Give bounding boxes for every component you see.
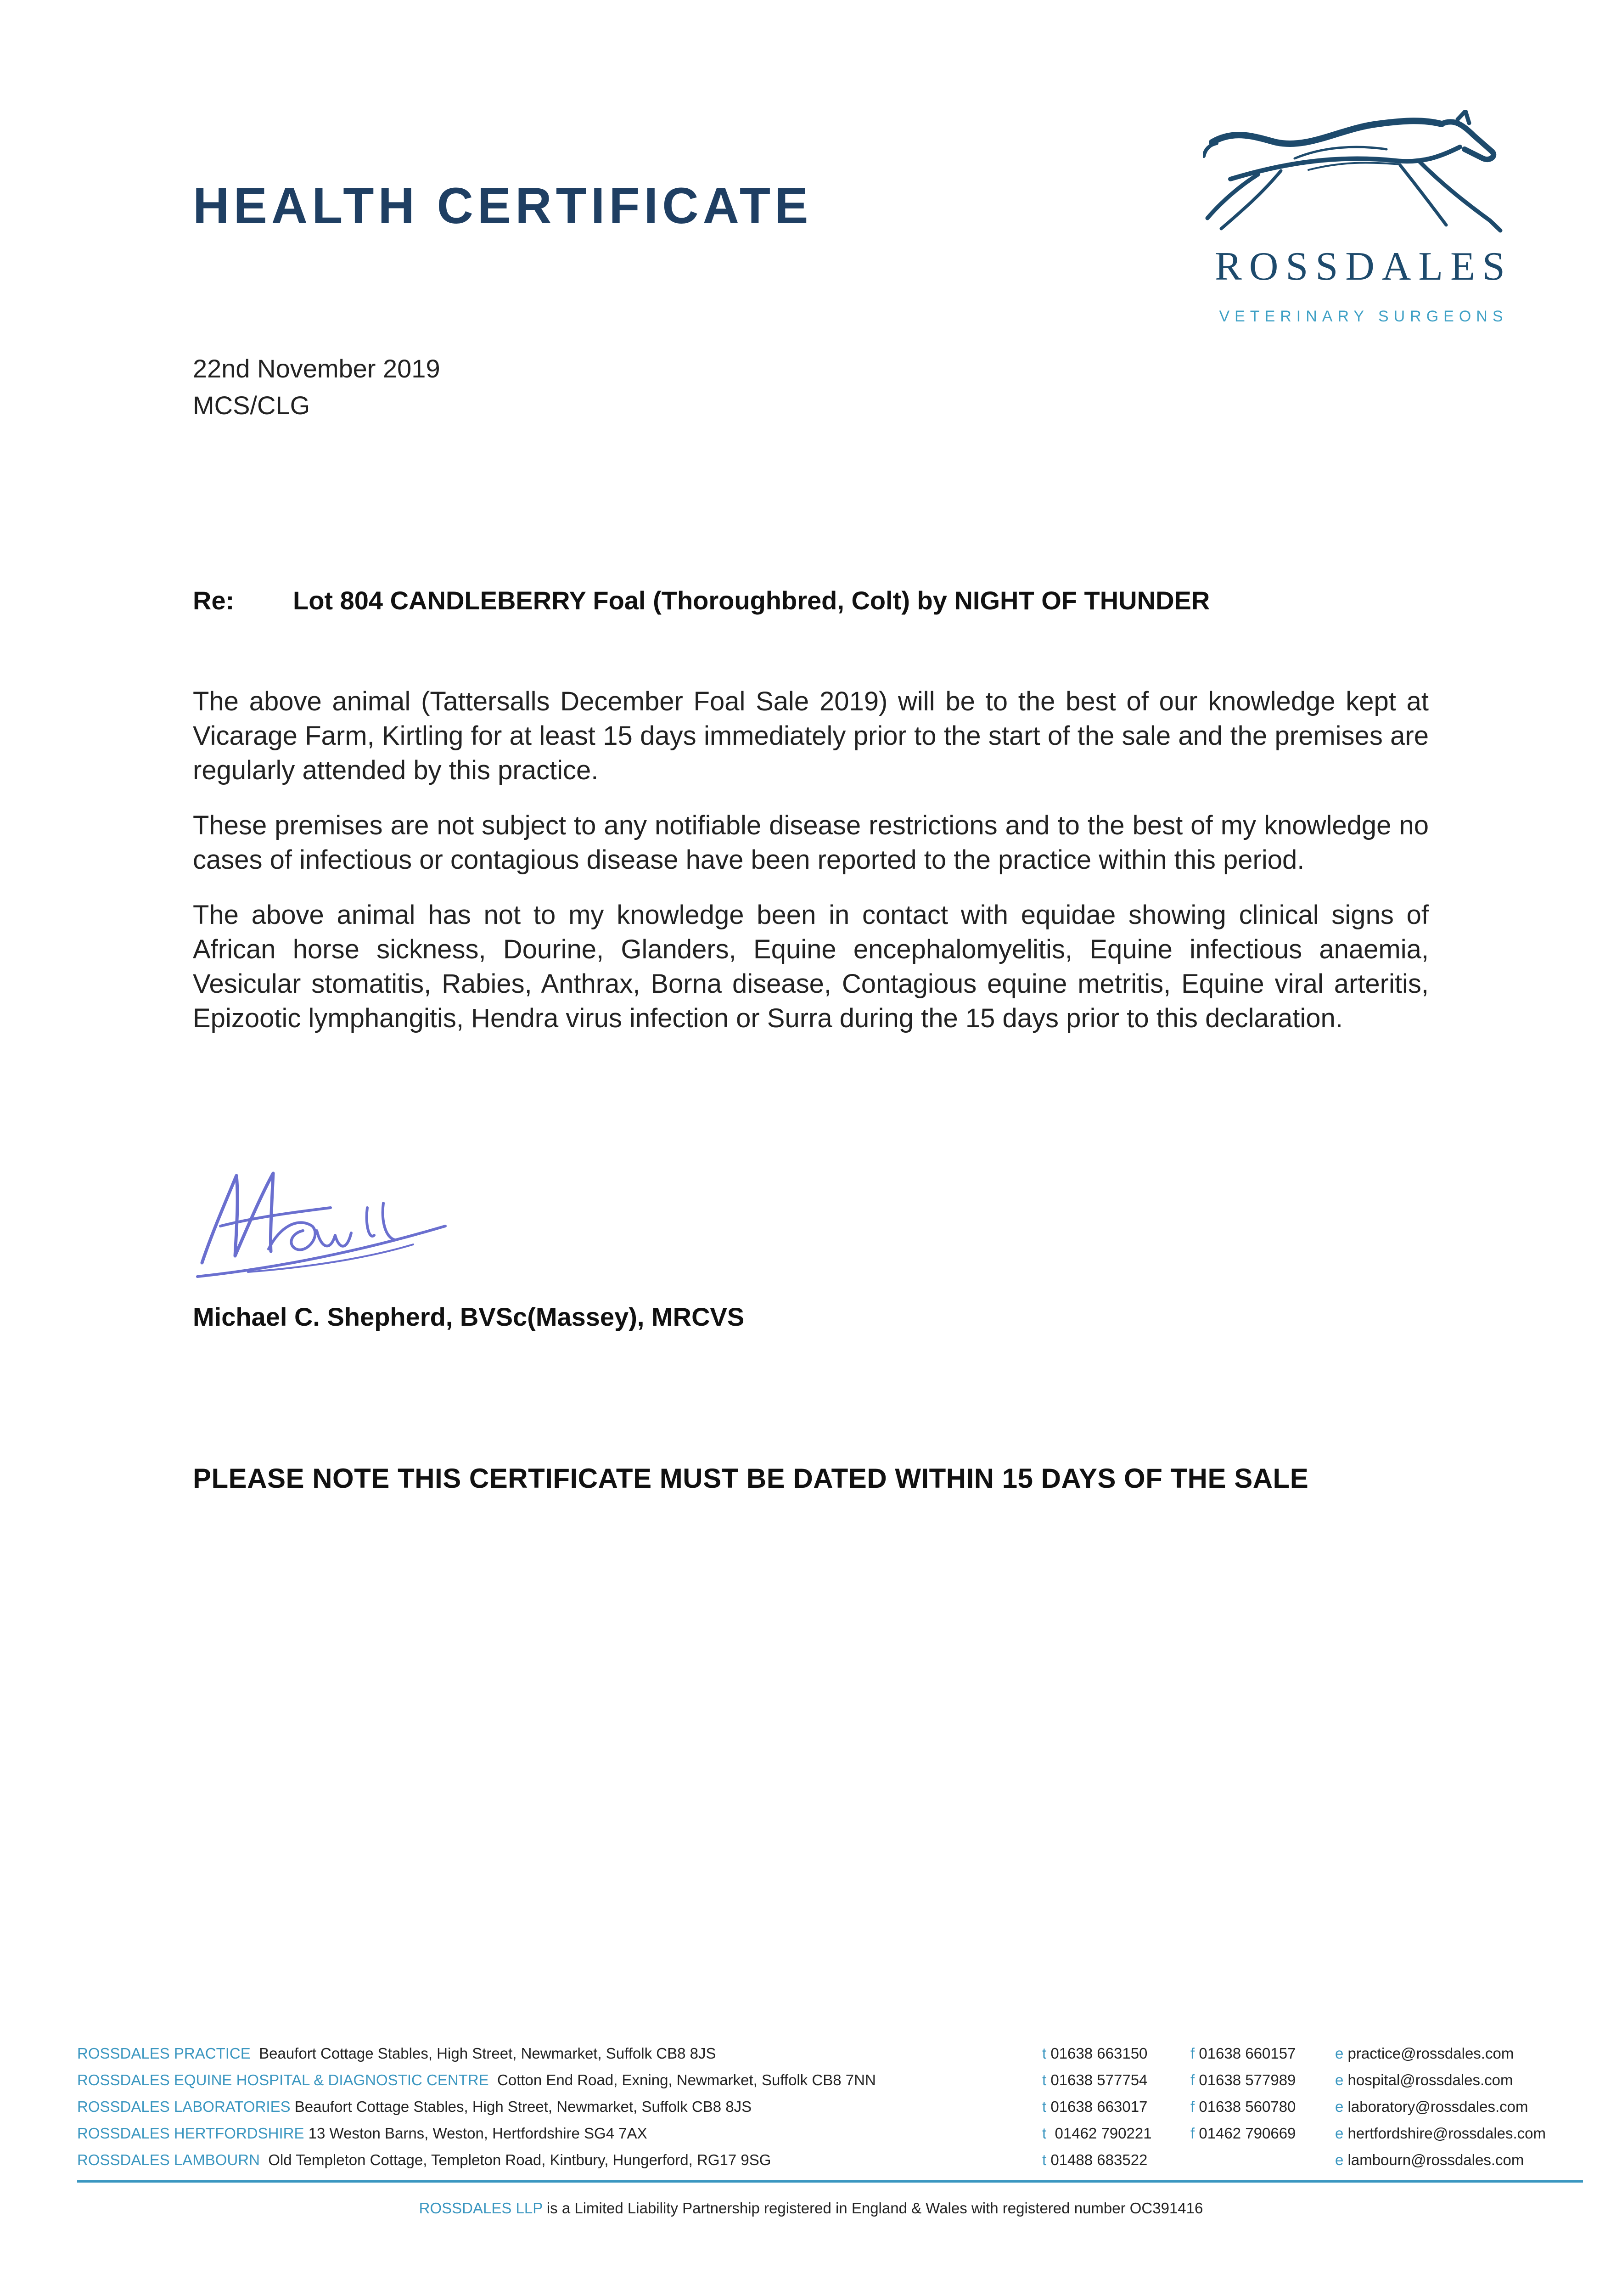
footer-contacts <box>77 2045 1583 2178</box>
logo-subtitle: VETERINARY SURGEONS <box>1219 308 1508 325</box>
handwritten-signature <box>193 1157 450 1290</box>
certificate-date: 22nd November 2019 <box>193 354 440 383</box>
fax-number: 01638 577989 <box>1199 2071 1296 2088</box>
location-name: ROSSDALES LAMBOURN <box>77 2151 260 2168</box>
email-address: hertfordshire@rossdales.com <box>1347 2125 1546 2142</box>
phone-number: 01462 790221 <box>1055 2125 1152 2142</box>
fax-label: f <box>1190 2045 1195 2062</box>
fax-label: f <box>1190 2098 1195 2115</box>
subject-line: Lot 804 CANDLEBERRY Foal (Thoroughbred, Colt) by NIGHT OF THUNDER <box>293 586 1210 615</box>
phone-number: 01638 663017 <box>1050 2098 1148 2115</box>
subject-label: Re: <box>193 586 235 615</box>
email-label: e <box>1335 2045 1344 2062</box>
fax-label: f <box>1190 2071 1195 2088</box>
body-paragraph: These premises are not subject to any notifiable disease restrictions and to the best of my knowledge no cases of infectious or contagious disease have been reported to the practice within this period. <box>193 810 1429 875</box>
footer-divider <box>77 2180 1583 2183</box>
footer-row-practice <box>77 2045 1583 2071</box>
body-paragraph: The above animal (Tattersalls December Foal Sale 2019) will be to the best of our knowledge kept at Vicarage Farm, Kirtling for at least 15 days immediately prior to the start of the sale and the premises are regularly attended by this practice. <box>193 687 1429 785</box>
reference-code: MCS/CLG <box>193 391 310 420</box>
phone-label: t <box>1042 2045 1047 2062</box>
email-label: e <box>1335 2151 1344 2168</box>
location-address: 13 Weston Barns, Weston, Hertfordshire SG4 7AX <box>308 2125 647 2142</box>
footer-row-hertfordshire <box>77 2125 1583 2151</box>
location-name: ROSSDALES LABORATORIES <box>77 2098 291 2115</box>
location-name: ROSSDALES PRACTICE <box>77 2045 251 2062</box>
registration-notice <box>0 2200 1622 2217</box>
phone-number: 01638 663150 <box>1050 2045 1148 2062</box>
fax-number: 01462 790669 <box>1199 2125 1296 2142</box>
phone-label: t <box>1042 2098 1047 2115</box>
page-title: HEALTH CERTIFICATE <box>193 178 813 234</box>
location-name: ROSSDALES EQUINE HOSPITAL & DIAGNOSTIC CENTRE <box>77 2071 489 2088</box>
email-address: hospital@rossdales.com <box>1347 2071 1513 2088</box>
signatory-name: Michael C. Shepherd, BVSc(Massey), MRCVS <box>193 1302 745 1331</box>
email-address: practice@rossdales.com <box>1347 2045 1514 2062</box>
email-label: e <box>1335 2098 1344 2115</box>
location-address: Old Templeton Cottage, Templeton Road, Kintbury, Hungerford, RG17 9SG <box>268 2151 771 2168</box>
galloping-horse-icon <box>1203 110 1533 243</box>
footer-row-hospital <box>77 2071 1583 2098</box>
rossdales-logo <box>1203 110 1533 335</box>
location-address: Beaufort Cottage Stables, High Street, Newmarket, Suffolk CB8 8JS <box>259 2045 716 2062</box>
certificate-note: PLEASE NOTE THIS CERTIFICATE MUST BE DATED WITHIN 15 DAYS OF THE SALE <box>193 1463 1309 1494</box>
location-name: ROSSDALES HERTFORDSHIRE <box>77 2125 304 2142</box>
email-label: e <box>1335 2071 1344 2088</box>
phone-number: 01638 577754 <box>1050 2071 1148 2088</box>
phone-label: t <box>1042 2151 1047 2168</box>
fax-number: 01638 660157 <box>1199 2045 1296 2062</box>
fax-number: 01638 560780 <box>1199 2098 1296 2115</box>
email-address: lambourn@rossdales.com <box>1347 2151 1524 2168</box>
location-address: Cotton End Road, Exning, Newmarket, Suffolk CB8 7NN <box>497 2071 876 2088</box>
llp-text: is a Limited Liability Partnership registered in England & Wales with registered number OC391416 <box>546 2200 1203 2217</box>
footer-row-lambourn <box>77 2151 1583 2178</box>
phone-label: t <box>1042 2125 1047 2142</box>
body-paragraph: The above animal has not to my knowledge been in contact with equidae showing clinical signs of African horse sickness, Dourine, Glanders, Equine encephalomyelitis, Equine infectious anaemia, Vesicular stomatitis, Rabies, Anthrax, Borna disease, Contagious equine metritis, Equine viral arteritis, Epizootic lymphangitis, Hendra virus infection or Surra during the 15 days prior to this declaration. <box>193 900 1429 1033</box>
email-label: e <box>1335 2125 1344 2142</box>
location-address: Beaufort Cottage Stables, High Street, Newmarket, Suffolk CB8 8JS <box>294 2098 752 2115</box>
fax-label: f <box>1190 2125 1195 2142</box>
phone-label: t <box>1042 2071 1047 2088</box>
email-address: laboratory@rossdales.com <box>1347 2098 1528 2115</box>
footer-row-laboratories <box>77 2098 1583 2125</box>
llp-name: ROSSDALES LLP <box>419 2200 543 2217</box>
phone-number: 01488 683522 <box>1050 2151 1148 2168</box>
logo-wordmark: ROSSDALES <box>1215 244 1512 289</box>
